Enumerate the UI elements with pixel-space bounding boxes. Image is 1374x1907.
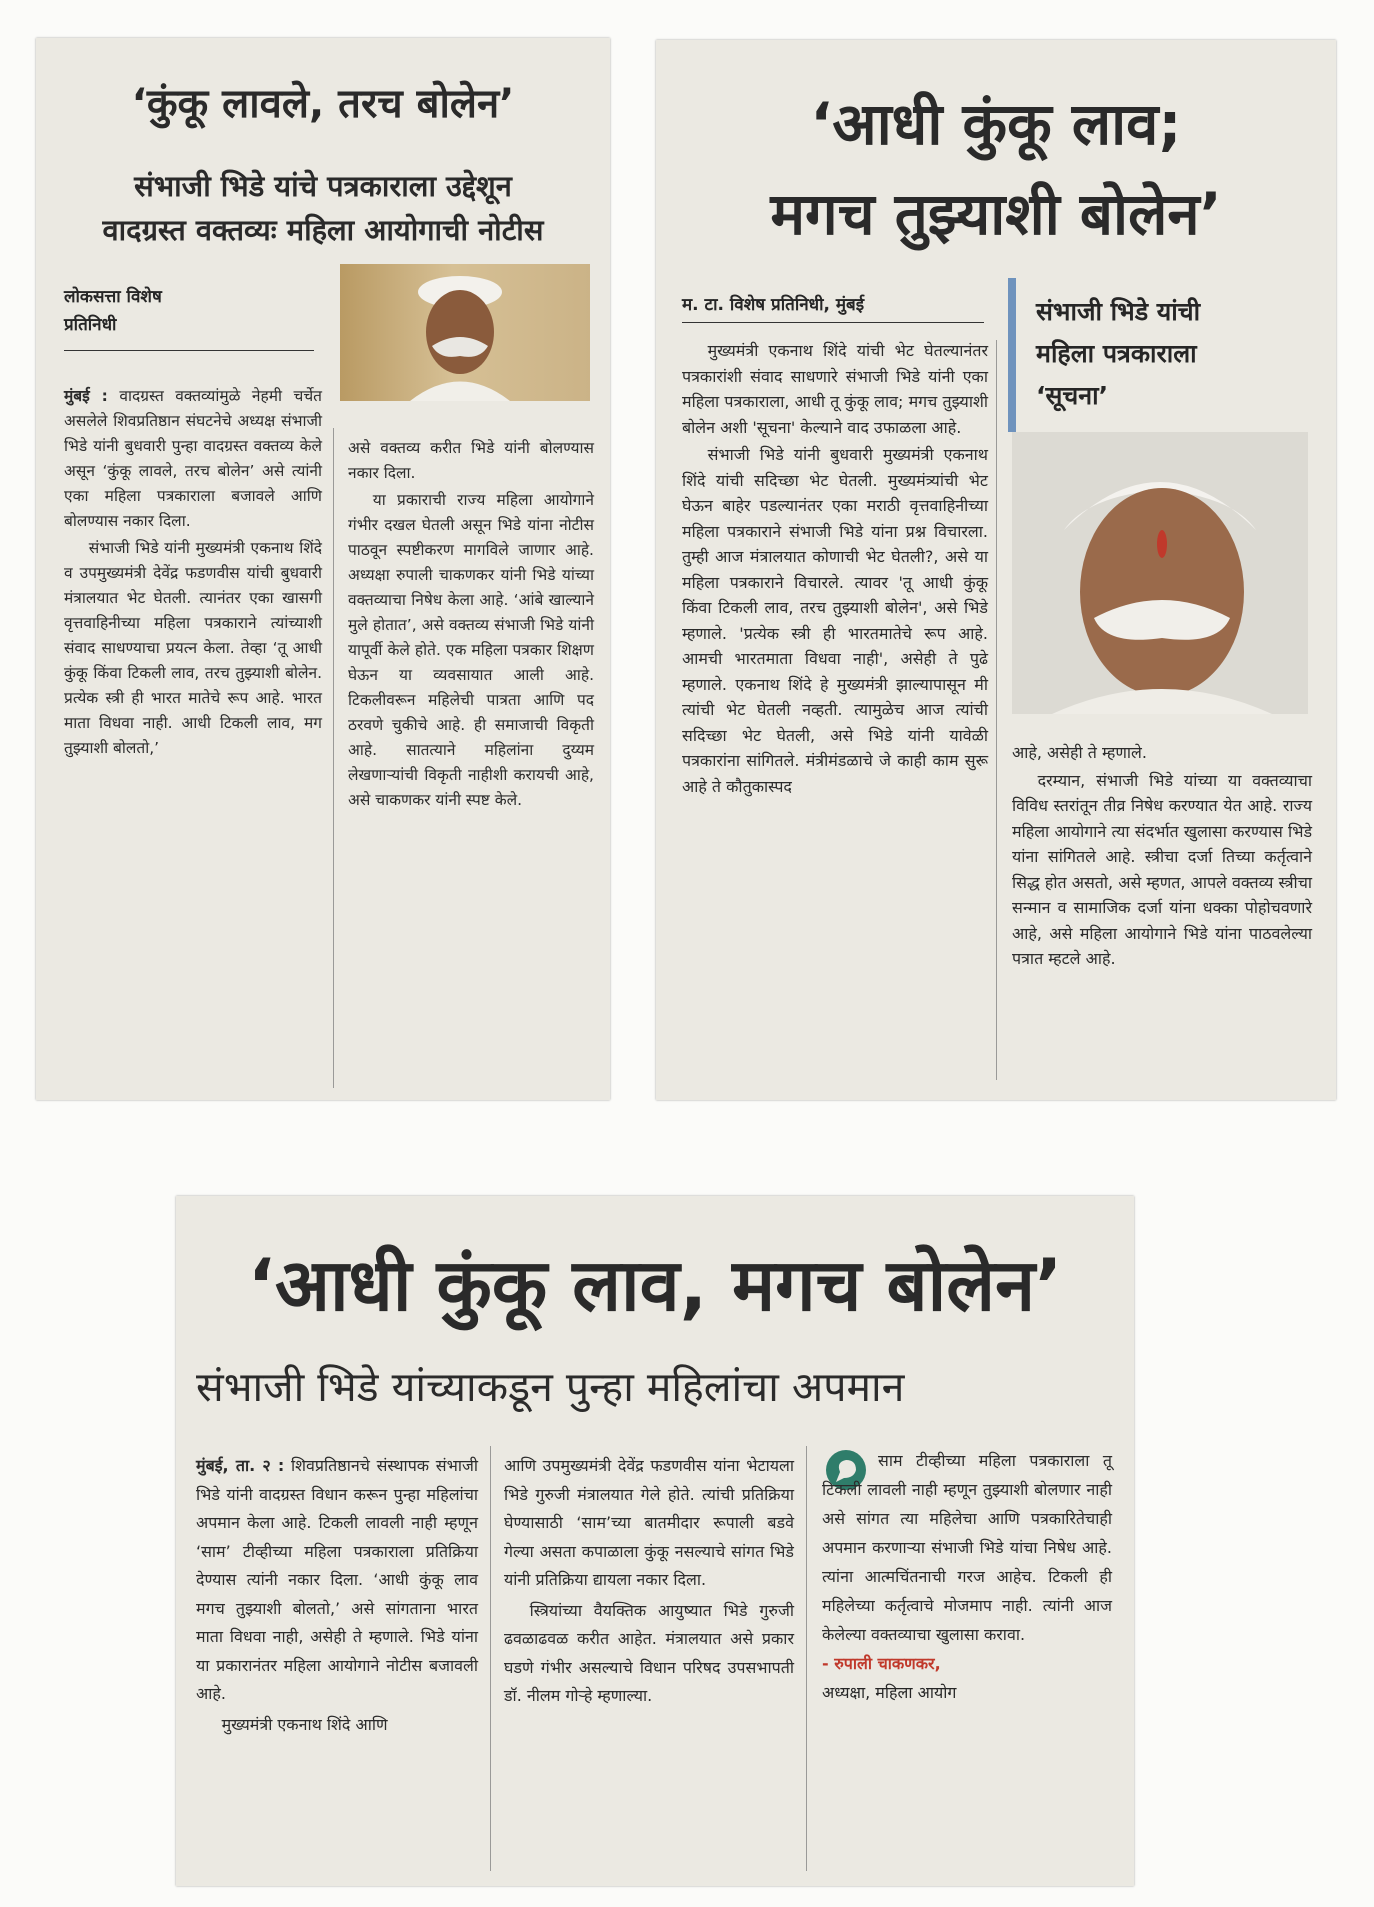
clip3-column-2 — [504, 1452, 794, 1713]
clip1-dateline: मुंबई : — [64, 387, 108, 405]
clip2-sidebar-line1: संभाजी भिडे यांची — [1036, 297, 1201, 326]
clip1-byline — [64, 283, 162, 339]
clip3-quote-box — [822, 1446, 1112, 1707]
clip2-headline-line2: मगच तुझ्याशी बोलेन’ — [770, 180, 1222, 248]
clip3-dateline: मुंबई, ता. २ : — [196, 1456, 285, 1475]
bhide-portrait-small-icon — [340, 264, 590, 401]
clip1-byline-rule — [64, 350, 314, 351]
clip2-headline-line1: ‘आधी कुंकू लाव; — [810, 90, 1182, 158]
clip2-sidebar-line3: ‘सूचना’ — [1036, 381, 1109, 410]
clip3-quote-author: - रुपाली चाकणकर, — [822, 1654, 941, 1673]
clip2-byline-rule — [682, 322, 984, 323]
clip1-col2-para1: असे वक्तव्य करीत भिडे यांनी बोलण्यास नकार दिला. — [348, 439, 594, 482]
clip3-col2-para2: स्त्रियांच्या वैयक्तिक आयुष्यात भिडे गुरुजी ढवळाढवळ करीत आहेत. मंत्रालयात असे प्रकार घडणे गंभीर असल्याचे विधान परिषद उपसभापती डॉ. नीलम गोऱ्हे म्हणाल्या. — [504, 1600, 794, 1705]
clip2-col2-para2: दरम्यान, संभाजी भिडे यांच्या या वक्तव्याचा विविध स्तरांतून तीव्र निषेध करण्यात येत आहे. राज्य महिला आयोगाने त्या संदर्भात खुलासा करण्यास भिडे यांना सांगितले आहे. स्त्रीचा दर्जा तिच्या कर्तृत्वाने सिद्ध होत असतो, असे म्हणत, आपले वक्तव्य स्त्रीचा सन्मान व सामाजिक दर्जा यांना धक्का पोहोचवणारे आहे, असे महिला आयोगाने भिडे यांना पाठवलेल्या पत्रात म्हटले आहे. — [1012, 770, 1312, 968]
clip1-subhead-line1: संभाजी भिडे यांचे पत्रकाराला उद्देशून — [134, 169, 512, 203]
clip2-col1-para2: संभाजी भिडे यांनी बुधवारी मुख्यमंत्री एकनाथ शिंदे यांची सदिच्छा भेट घेतली. मुख्यमंत्र्यांची भेट घेऊन बाहेर पडल्यानंतर एका मराठी वृत्तवाहिनीच्या महिला पत्रकाराने संभाजी भिडे यांना प्रश्न विचारला. तुम्ही आज मंत्रालयात कोणाची भेट घेतली?, असे या महिला पत्रकाराने विचारले. त्यावर 'तू आधी कुंकू किंवा टिकली लाव, तरच तुझ्याशी बोलेन', असे भिडे म्हणाले. 'प्रत्येक स्त्री ही भारतमातेचे रूप आहे. आमची भारतमाता विधवा नाही', असेही ते पुढे म्हणाले. एकनाथ शिंदे हे मुख्यमंत्री झाल्यापासून मी त्यांची भेट घेतली नव्हती. त्यामुळेच आज त्यांची सदिच्छा भेट घेतली, असे भिडे यांनी यावेळी पत्रकारांना सांगितले. मंत्रीमंडळाचे जे काही काम सुरू आहे ते कौतुकास्पद — [682, 445, 988, 796]
clip2-col1-para1: मुख्यमंत्री एकनाथ शिंदे यांची भेट घेतल्यानंतर पत्रकारांशी संवाद साधणारे संभाजी भिडे यांनी एका महिला पत्रकाराला, आधी तू कुंकू लाव; मगच तुझ्याशी बोलेन अशी 'सूचना' केल्याने वाद उफाळला आहे. — [682, 341, 988, 437]
clip1-byline-line1: लोकसत्ता विशेष — [64, 287, 162, 307]
clip1-col1-para1: वादग्रस्त वक्तव्यांमुळे नेहमी चर्चेत असलेले शिवप्रतिष्ठान संघटनेचे अध्यक्ष संभाजी भिडे यांनी बुधवारी पुन्हा वादग्रस्त वक्तव्य केले असून ‘कुंकू लावले, तरच बोलेन’ असे त्यांनी एका महिला पत्रकाराला बजावले आणि बोलण्यास नकार दिला. — [64, 387, 322, 530]
clipping-sakal — [176, 1196, 1134, 1886]
clip1-col2-para2: या प्रकाराची राज्य महिला आयोगाने गंभीर दखल घेतली असून भिडे यांना नोटीस पाठवून स्पष्टीकरण मागविले जाणार आहे. अध्यक्षा रुपाली चाकणकर यांनी भिडे यांच्या वक्तव्याचा निषेध केला आहे. ‘आंबे खाल्याने मुले होतात’, असे वक्तव्य संभाजी भिडे यांनी यापूर्वी केले होते. एक महिला पत्रकार शिक्षण घेऊन या व्यवसायात आली आहे. टिकलीवरून महिलेची पात्रता आणि पद ठरवणे चुकीचे आहे. ही समाजाची विकृती आहे. सातत्याने महिलांना दुय्यम लेखणाऱ्यांची विकृती नाहीशी करायची आहे, असे चाकणकर यांनी स्पष्ट केले. — [348, 491, 594, 809]
clip1-column-1 — [64, 384, 322, 763]
clip3-column-divider-2 — [806, 1446, 807, 1871]
clip3-col1-para2: मुख्यमंत्री एकनाथ शिंदे आणि — [221, 1714, 388, 1734]
clip3-quote-role: अध्यक्षा, महिला आयोग — [822, 1683, 957, 1702]
clip3-col1-para1: शिवप्रतिष्ठानचे संस्थापक संभाजी भिडे यांनी वादग्रस्त विधान करून पुन्हा महिलांचा अपमान केला आहे. टिकली लावली नाही म्हणून ‘साम’ टीव्हीच्या महिला पत्रकाराला प्रतिक्रिया देण्यास त्यांनी नकार दिला. ‘आधी कुंकू लाव मगच तुझ्याशी बोलतो,’ असे सांगताना भारत माता विधवा नाही, असेही ते म्हणाले. भिडे यांना या प्रकारानंतर महिला आयोगाने नोटीस बजावली आहे. — [196, 1456, 478, 1703]
clip2-sidebar-line2: महिला पत्रकाराला — [1036, 339, 1197, 368]
clip1-column-2 — [348, 436, 594, 815]
clip3-quote: साम टीव्हीच्या महिला पत्रकाराला तू टिकली लावली नाही म्हणून तुझ्याशी बोलणार नाही असे सांगत त्या महिलेचा आणि पत्रकारितेचाही अपमान करणाऱ्या संभाजी भिडे यांचा निषेध आहे. त्यांना आत्मचिंतनाची गरज आहेच. टिकली ही महिलेच्या कर्तृत्वाचे मोजमाप नाही. त्यांनी आज केलेल्या वक्तव्याचा खुलासा करावा. — [822, 1451, 1112, 1644]
clip3-subhead: संभाजी भिडे यांच्याकडून पुन्हा महिलांचा अपमान — [196, 1363, 905, 1411]
clip3-column-1 — [196, 1452, 478, 1741]
clip2-col2-para1: आहे, असेही ते म्हणाले. — [1012, 743, 1147, 762]
clip3-headline: ‘आधी कुंकू लाव, मगच बोलेन’ — [247, 1243, 1063, 1327]
clip2-photo — [1012, 432, 1308, 714]
clip2-column-divider — [996, 340, 997, 1080]
clip3-col2-para1: आणि उपमुख्यमंत्री देवेंद्र फडणवीस यांना भेटायला भिडे गुरुजी मंत्रालयात गेले होते. त्यांची प्रतिक्रिया घेण्यासाठी ‘साम’च्या बातमीदार रूपाली बडवे गेल्या असता कपाळाला कुंकू नसल्याचे सांगत भिडे यांनी प्रतिक्रिया द्यायला नकार दिला. — [504, 1456, 794, 1589]
clipping-loksatta — [36, 38, 610, 1100]
clip2-sidebar — [1008, 278, 1321, 432]
clip2-column-2 — [1012, 740, 1312, 974]
clip2-byline: म. टा. विशेष प्रतिनिधी, मुंबई — [682, 295, 865, 315]
clip1-col1-para2: संभाजी भिडे यांनी मुख्यमंत्री एकनाथ शिंदे व उपमुख्यमंत्री देवेंद्र फडणवीस यांची बुधवारी मंत्रालयात भेट घेतली. त्यानंतर एका खासगी वृत्तवाहिनीच्या महिला पत्रकाराने त्यांच्याशी संवाद साधण्याचा प्रयत्न केला. तेव्हा ‘तू आधी कुंकू किंवा टिकली लाव, तरच तुझ्याशी बोलेन. प्रत्येक स्त्री ही भारत मातेचे रूप आहे. भारत माता विधवा नाही. आधी टिकली लाव, मग तुझ्याशी बोलतो,’ — [64, 539, 322, 757]
bhide-portrait-large-icon — [1012, 432, 1308, 714]
clip1-column-divider — [333, 428, 334, 1088]
clip1-byline-line2: प्रतिनिधी — [64, 315, 117, 335]
clip1-headline: ‘कुंकू लावले, तरच बोलेन’ — [131, 81, 515, 127]
clip2-column-1 — [682, 338, 988, 801]
clipping-maharashtra-times — [656, 40, 1336, 1100]
clip1-photo — [340, 264, 590, 401]
clip1-subhead-line2: वादग्रस्त वक्तव्यः महिला आयोगाची नोटीस — [102, 213, 544, 247]
clip3-column-divider-1 — [490, 1446, 491, 1871]
